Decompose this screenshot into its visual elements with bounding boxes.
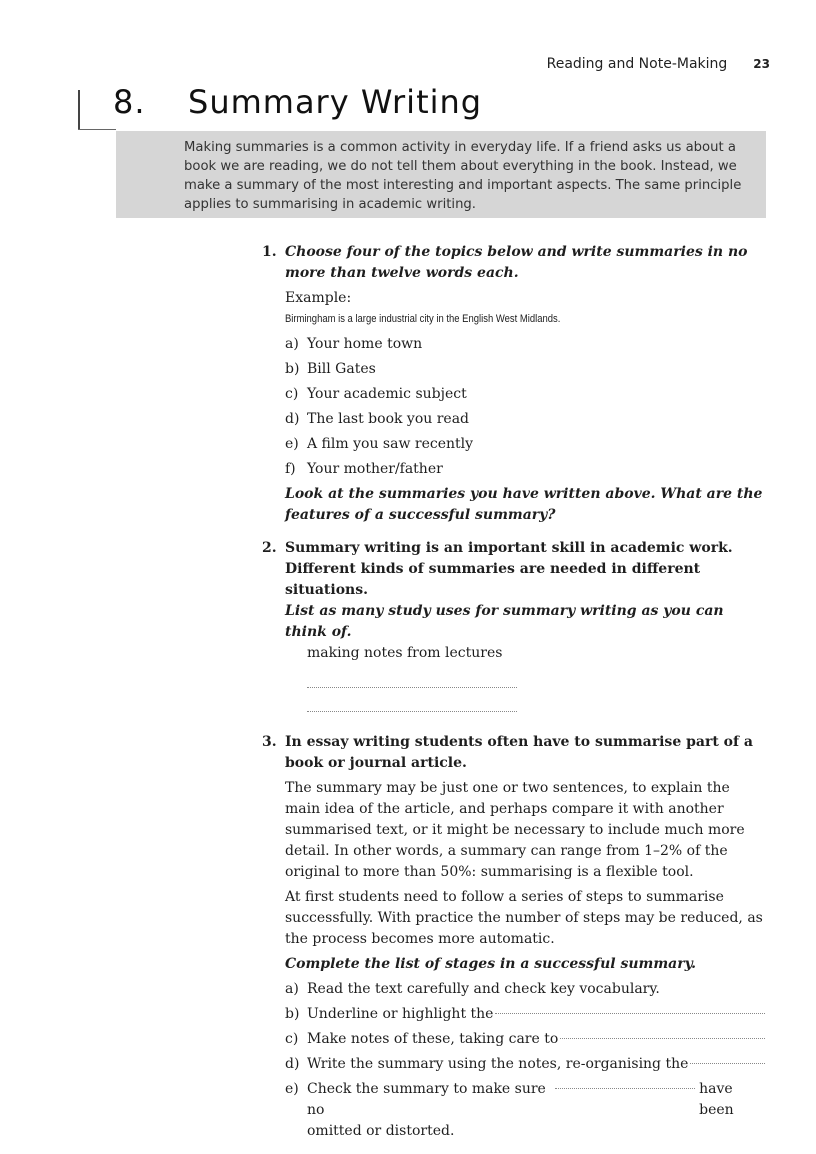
paragraph: The summary may be just one or two sentences, to explain the main idea of the article, and perhaps compare it with another summarised text, or it might be necessary to include much more detail. In other words, a summary can range from 1–2% of the original to more than 50%: summarising is a flexible tool.	[285, 780, 745, 880]
list-item: e) Check the summary to make sure no have been omitted or distorted.	[285, 1081, 734, 1139]
question-number: 2.	[262, 540, 277, 556]
question-1	[262, 242, 767, 526]
list-item: a) Read the text carefully and check key vocabulary.	[285, 981, 660, 997]
list-item: e) A film you saw recently	[285, 436, 474, 452]
question-2	[262, 538, 767, 712]
answer-blank[interactable]	[495, 1013, 765, 1014]
chapter-side-rule	[78, 90, 80, 130]
list-item: c) Your academic subject	[285, 386, 467, 402]
question-statement: Summary writing is an important skill in academic work.	[285, 540, 733, 556]
intro-box: Making summaries is a common activity in everyday life. If a friend asks us about a book we are reading, we do not tell them about everything in the book. Instead, we make a summary of the most interesting and important aspects. The same principle applies to summarising in academic writing.	[116, 131, 766, 218]
running-title: Reading and Note-Making	[546, 56, 728, 72]
answer-blank[interactable]	[307, 666, 517, 688]
question-heading: In essay writing students often have to summarise part of a book or journal article.	[285, 734, 753, 771]
list-item: d) Write the summary using the notes, re-organising the	[285, 1054, 767, 1075]
example-label: Example:	[285, 290, 352, 306]
chapter-heading	[113, 83, 482, 121]
list-item: b) Underline or highlight the	[285, 1004, 767, 1025]
answer-blank[interactable]	[555, 1088, 695, 1089]
list-item: b) Bill Gates	[285, 361, 376, 377]
question-number: 1.	[262, 244, 277, 260]
question-instruction: Complete the list of stages in a successful summary.	[285, 956, 696, 972]
question-instruction: Choose four of the topics below and write summaries in no more than twelve words each.	[285, 244, 748, 281]
answer-blank[interactable]	[690, 1063, 765, 1064]
running-header	[480, 56, 770, 72]
paragraph: At first students need to follow a series of steps to summarise successfully. With practice the number of steps may be reduced, as the process becomes more automatic.	[285, 889, 763, 947]
list-item: c) Make notes of these, taking care to	[285, 1029, 767, 1050]
question-followup: Look at the summaries you have written above. What are the features of a successful summary?	[285, 486, 763, 523]
answer-example: making notes from lectures	[307, 645, 503, 661]
list-item: d) The last book you read	[285, 411, 470, 427]
answer-blank[interactable]	[307, 690, 517, 712]
list-item: f) Your mother/father	[285, 461, 443, 477]
chapter-title: Summary Writing	[188, 83, 483, 121]
answer-blank[interactable]	[560, 1038, 765, 1039]
question-3	[262, 732, 767, 1142]
question-number: 3.	[262, 734, 277, 750]
question-instruction: List as many study uses for summary writing as you can think of.	[285, 603, 724, 640]
chapter-base-rule	[78, 129, 116, 130]
exercise-content	[262, 242, 767, 1154]
list-item: a) Your home town	[285, 336, 423, 352]
chapter-number: 8.	[113, 83, 146, 121]
question-statement: Different kinds of summaries are needed in different situations.	[285, 561, 701, 598]
example-text: Birmingham is a large industrial city in the English West Midlands.	[285, 313, 561, 325]
page-number: 23	[753, 57, 770, 71]
